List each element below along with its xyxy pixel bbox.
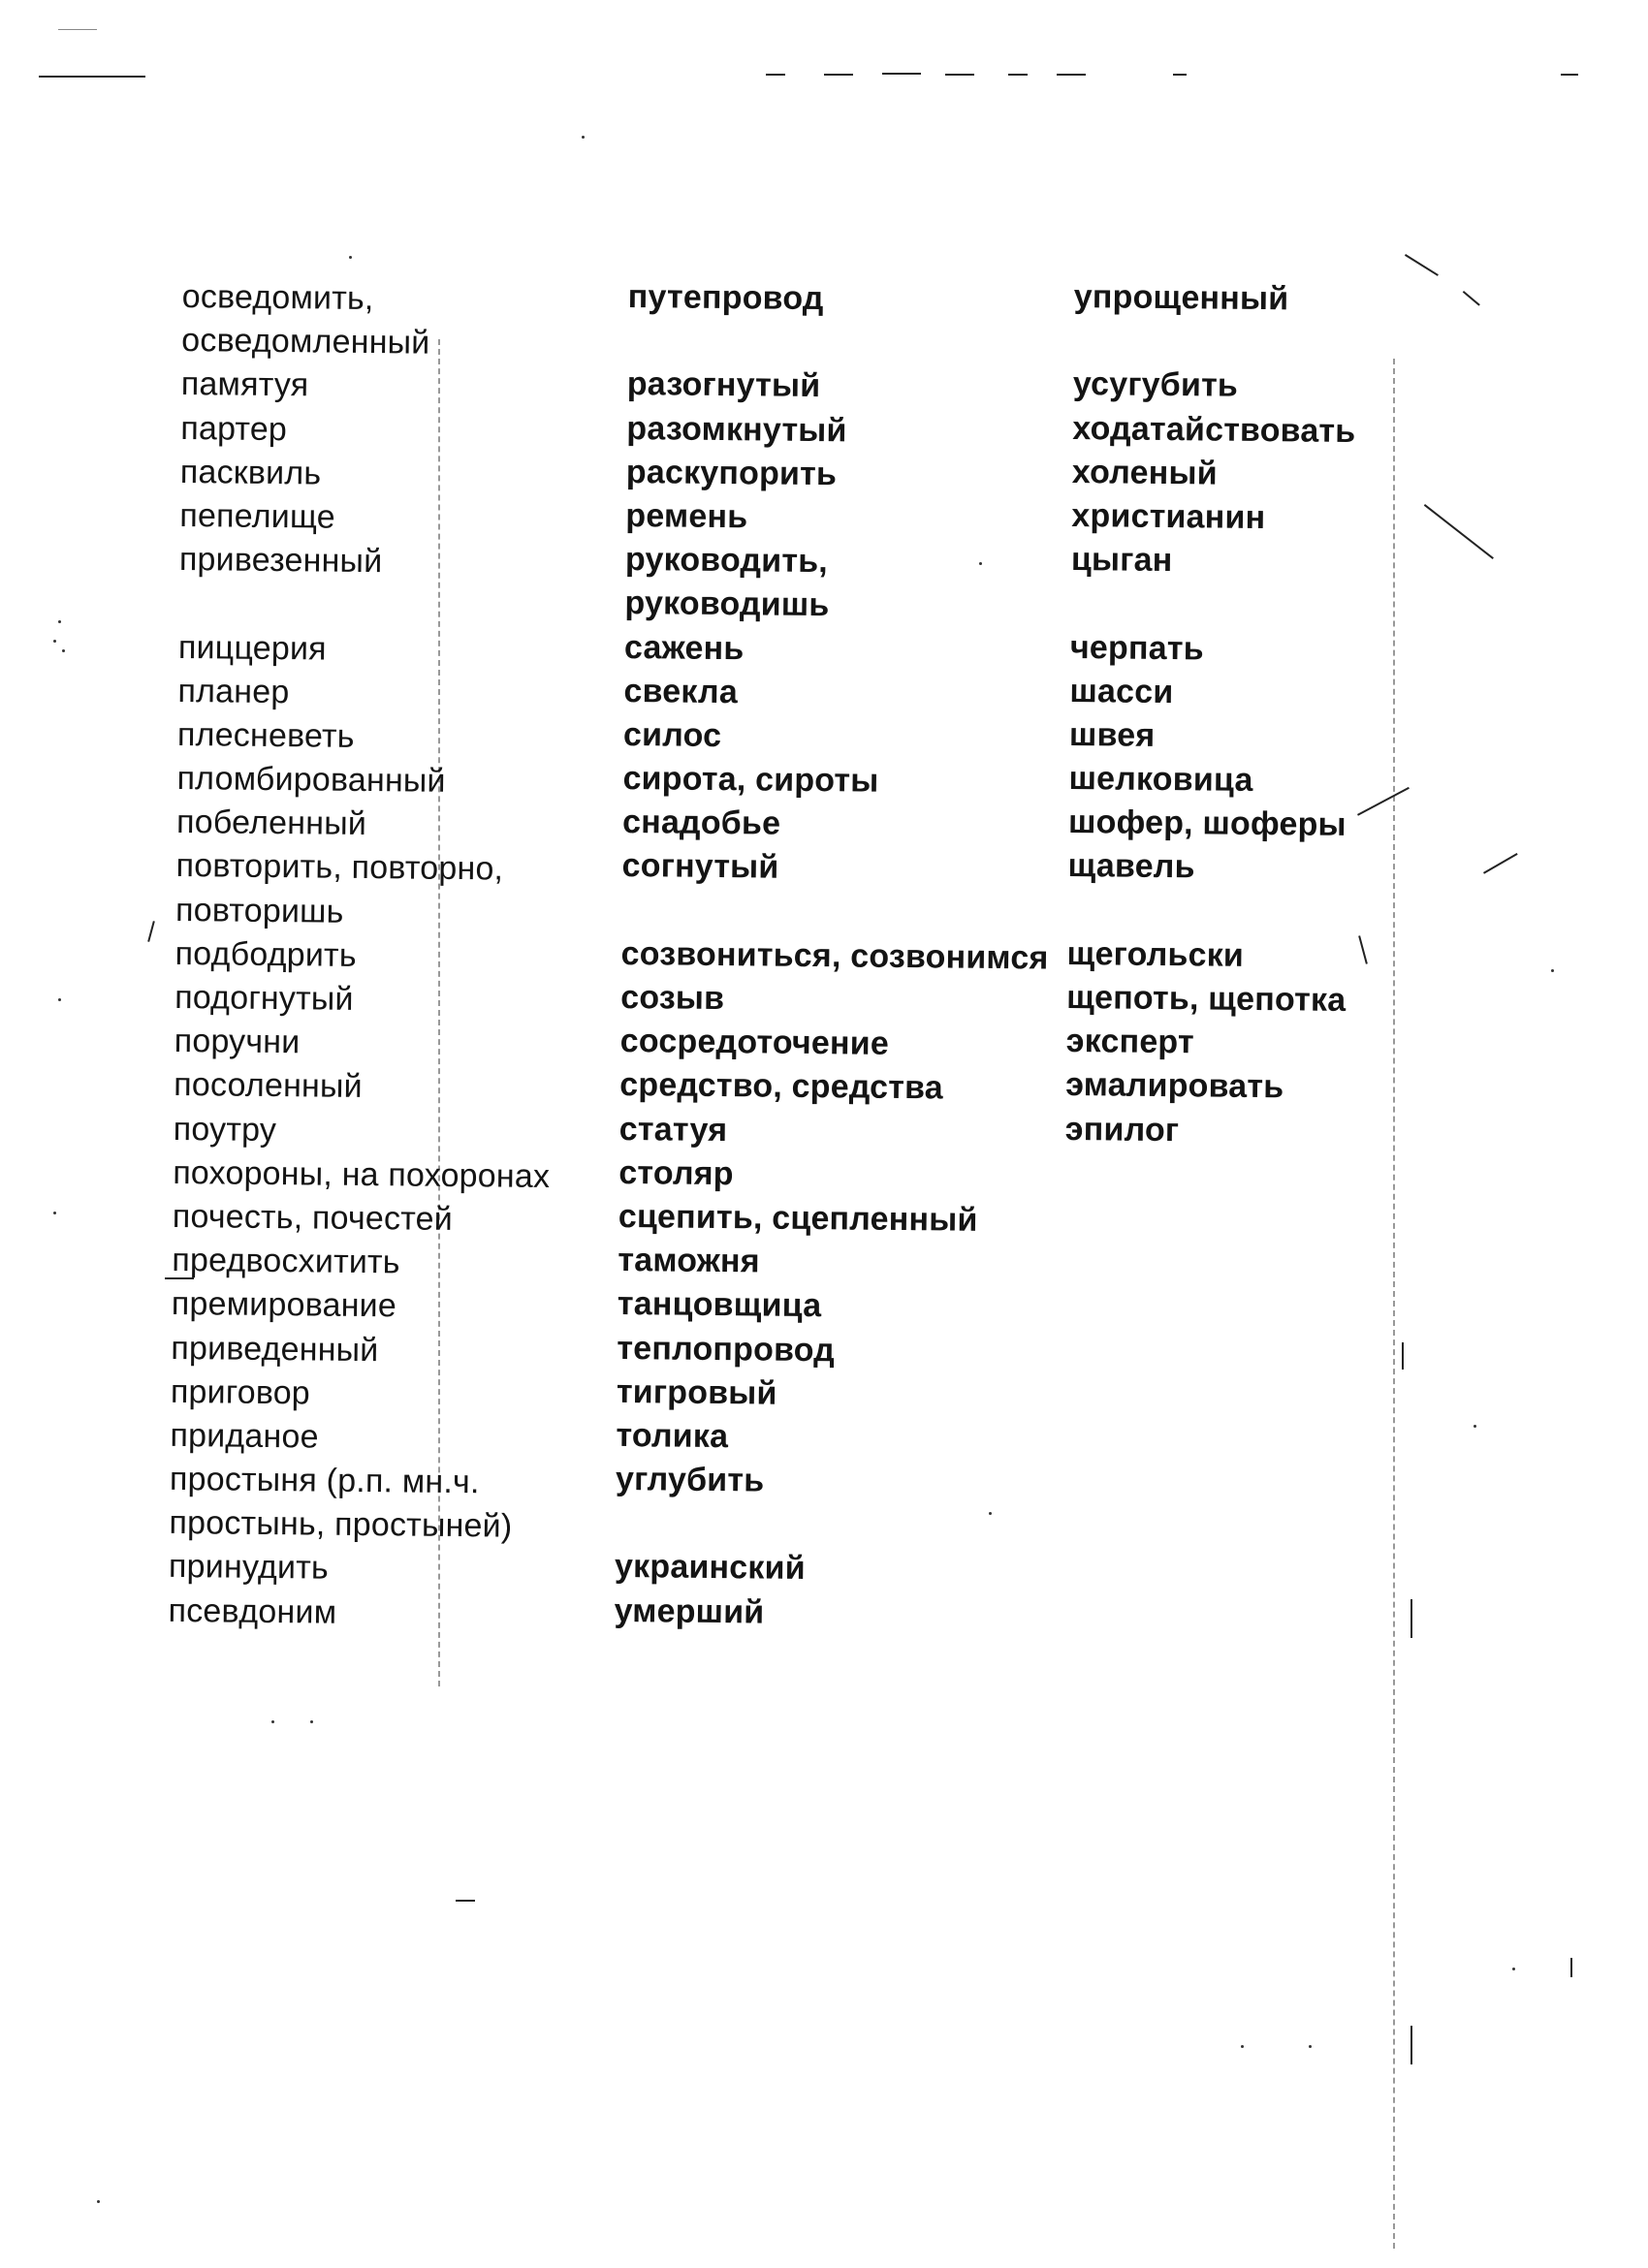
list-item: упрощенный — [1073, 277, 1289, 318]
scan-mark — [882, 73, 921, 75]
scan-mark — [824, 74, 853, 76]
list-item: эмалировать — [1065, 1066, 1284, 1106]
list-item: снадобье — [621, 803, 781, 842]
list-item: пепелище — [179, 496, 336, 536]
list-item: черпать — [1069, 628, 1205, 667]
list-item: эпилог — [1064, 1110, 1180, 1149]
list-item: поручни — [174, 1023, 301, 1061]
list-gap — [615, 1501, 1070, 1550]
pen-mark — [456, 1900, 475, 1902]
list-item: простыня (р.п. мн.ч. — [169, 1460, 480, 1501]
list-item: пасквиль — [179, 453, 322, 492]
list-item: партер — [180, 409, 288, 448]
list-item: шасси — [1069, 672, 1174, 710]
speck — [271, 1720, 274, 1723]
list-item: планер — [177, 672, 290, 710]
list-item: побеленный — [175, 803, 367, 843]
scan-mark — [766, 74, 785, 76]
list-item: разогнутый — [626, 365, 821, 405]
list-item: посоленный — [174, 1066, 364, 1106]
list-item: сцепить, сцепленный — [618, 1197, 978, 1239]
list-item: похороны, на похоронах — [173, 1153, 551, 1195]
list-item: раскупорить — [625, 453, 838, 493]
pen-mark — [1410, 1599, 1412, 1638]
pen-mark — [1570, 1958, 1572, 1977]
list-item: разомкнутый — [626, 409, 847, 449]
list-item: псевдоним — [168, 1591, 337, 1631]
list-item: свекла — [623, 672, 739, 710]
list-item: руководишь — [624, 584, 830, 624]
list-item: христианин — [1071, 496, 1266, 537]
scan-mark — [1173, 74, 1187, 76]
list-item: плесневеть — [176, 715, 355, 755]
list-item: приданое — [170, 1416, 319, 1456]
list-item: углубить — [615, 1460, 765, 1499]
list-item: тигровый — [616, 1372, 777, 1412]
list-item: сирота, сироты — [622, 760, 879, 800]
list-item: украинский — [614, 1548, 807, 1588]
list-item: поутру — [173, 1110, 277, 1149]
list-item: щавель — [1067, 847, 1195, 886]
list-item: подогнутый — [174, 978, 354, 1018]
speck — [1309, 2045, 1312, 2048]
list-item: созвониться, созвонимся — [620, 934, 1049, 977]
list-item: столяр — [618, 1153, 734, 1192]
list-item: путепровод — [627, 277, 824, 318]
list-item: почесть, почестей — [172, 1197, 454, 1238]
scan-mark — [58, 29, 97, 30]
list-item: осведомленный — [181, 322, 430, 362]
list-item: цыган — [1070, 541, 1173, 580]
list-item: предвосхитить — [172, 1242, 400, 1281]
list-item: сажень — [623, 628, 745, 667]
list-item: ходатайствовать — [1072, 409, 1356, 450]
list-item: повторишь — [174, 891, 344, 930]
list-item: простынь, простыней) — [169, 1504, 513, 1545]
speck — [310, 1720, 313, 1723]
speck — [1551, 969, 1554, 972]
list-item: шофер, шоферы — [1067, 803, 1347, 844]
pen-mark — [1402, 1342, 1404, 1370]
list-item: таможня — [618, 1242, 761, 1280]
list-item: ремень — [625, 496, 748, 536]
list-item: согнутый — [621, 847, 779, 887]
list-gap — [1073, 319, 1529, 367]
list-item: пломбированный — [176, 760, 446, 800]
speck — [58, 620, 61, 623]
word-column-1 — [168, 275, 638, 1638]
scan-mark — [945, 74, 974, 76]
speck — [53, 1212, 56, 1214]
scan-mark — [1057, 74, 1086, 76]
list-gap — [621, 889, 1077, 937]
speck — [1512, 1968, 1515, 1970]
speck — [349, 256, 352, 259]
list-item: щепоть, щепотка — [1065, 978, 1347, 1019]
speck — [97, 2200, 100, 2203]
list-gap — [1067, 889, 1523, 937]
list-item: умерший — [614, 1591, 765, 1631]
list-item: созыв — [619, 978, 725, 1018]
list-item: холеный — [1071, 453, 1218, 492]
list-item: подбодрить — [174, 934, 357, 974]
list-item: памятуя — [180, 365, 309, 404]
list-item: щегольски — [1066, 934, 1245, 974]
pen-mark — [1410, 2026, 1412, 2064]
list-item: шелковица — [1068, 760, 1253, 800]
list-item: швея — [1068, 715, 1156, 754]
list-item: осведомить, — [181, 277, 374, 318]
list-item: статуя — [618, 1110, 728, 1149]
list-item: эксперт — [1065, 1023, 1194, 1061]
list-item: пиццерия — [177, 628, 327, 668]
list-gap — [178, 582, 634, 630]
word-column-3 — [1065, 275, 1530, 1156]
list-gap — [1070, 582, 1526, 630]
speck — [1241, 2045, 1244, 2048]
list-item: средство, средства — [619, 1066, 944, 1107]
speck — [53, 640, 56, 643]
list-item: усугубить — [1072, 365, 1239, 405]
list-item: теплопровод — [617, 1329, 836, 1369]
speck — [58, 998, 61, 1001]
list-item: руководить, — [624, 541, 829, 581]
pen-mark — [147, 921, 155, 942]
list-item: танцовщица — [617, 1285, 822, 1325]
list-item: силос — [622, 715, 722, 754]
scan-mark — [1561, 74, 1578, 76]
speck — [62, 649, 65, 652]
list-item: привезенный — [178, 541, 383, 581]
pen-mark — [1405, 254, 1439, 276]
list-item: принудить — [168, 1548, 330, 1588]
list-item: приговор — [170, 1372, 311, 1412]
list-item: премирование — [171, 1285, 397, 1325]
speck — [1474, 1425, 1476, 1428]
speck — [582, 136, 585, 139]
scan-mark — [1008, 74, 1028, 76]
list-item: приведенный — [171, 1329, 379, 1369]
list-item: повторить, повторно, — [175, 847, 504, 888]
list-item: сосредоточение — [619, 1023, 890, 1063]
list-gap — [627, 319, 1083, 367]
scan-mark — [39, 76, 145, 78]
list-item: толика — [616, 1416, 729, 1456]
word-column-2 — [614, 275, 1084, 1638]
